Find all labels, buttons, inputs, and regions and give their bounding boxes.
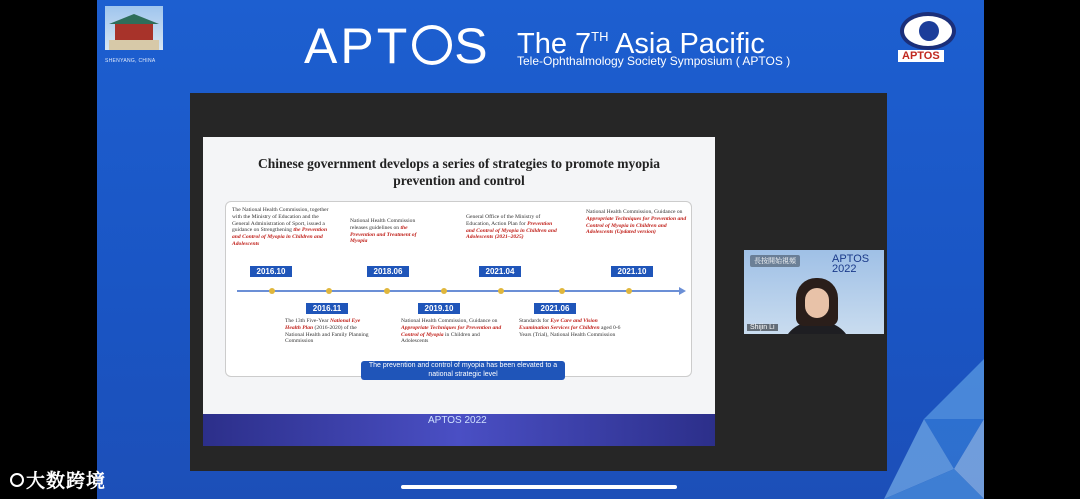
slide-footer-banner xyxy=(203,414,715,446)
timeline-dot xyxy=(441,288,447,294)
timeline-dot xyxy=(326,288,332,294)
watermark: 大数跨境 xyxy=(10,466,106,493)
timeline-note: National Health Commission releases guidelines on the Prevention and Treatment of Myopia xyxy=(350,218,417,245)
date-badge: 2016.11 xyxy=(306,303,348,314)
timeline-note: General Office of the Ministry of Education, Action Plan for Prevention and Control of Myopia in Children and Adolescents (2021–2025) xyxy=(466,214,557,241)
city-label: SHENYANG, CHINA xyxy=(105,58,156,64)
eye-icon xyxy=(900,12,956,50)
date-badge: 2021.06 xyxy=(534,303,576,314)
timeline-line xyxy=(237,290,683,292)
letterbox-left xyxy=(0,0,97,499)
timeline-note: National Health Commission, Guidance on Appropriate Techniques for Prevention and Control of Myopia in Children and Adolescents xyxy=(401,318,502,345)
slide-title: Chinese government develops a series of strategies to promote myopia prevention and control xyxy=(257,156,661,188)
timeline-note: Standards for Eye Care and Vision Examination Services for Children aged 0-6 Years (Trial), National Health Commission xyxy=(519,318,621,338)
timeline-dot xyxy=(269,288,275,294)
speaker-avatar xyxy=(796,278,838,334)
date-badge: 2021.10 xyxy=(611,266,653,277)
date-badge: 2019.10 xyxy=(418,303,460,314)
profile-o-icon xyxy=(412,25,452,65)
video-aptos-logo: APTOS 2022 xyxy=(832,253,870,275)
conclusion-banner: The prevention and control of myopia has been elevated to a national strategic level xyxy=(361,361,565,380)
date-badge: 2018.06 xyxy=(367,266,409,277)
speaker-name: Shijin Li xyxy=(747,324,778,331)
header-subtitle: Tele-Ophthalmology Society Symposium ( APTOS ) xyxy=(517,54,791,68)
symposium-background xyxy=(97,0,984,499)
watermark-ring-icon xyxy=(10,473,24,487)
timeline-dot xyxy=(559,288,565,294)
brand-left: APT xyxy=(304,18,411,74)
speaker-video-tile[interactable] xyxy=(744,250,884,334)
timeline-note: National Health Commission, Guidance on Appropriate Techniques for Prevention and Control of Myopia in Children and Adolescents (Updated version) xyxy=(586,209,687,236)
timeline-arrow-icon xyxy=(679,287,686,295)
letterbox-right xyxy=(984,0,1080,499)
timeline-dot xyxy=(498,288,504,294)
brand-right: S xyxy=(454,18,491,74)
pin-video-label[interactable]: 長按開始視頻 xyxy=(750,255,800,267)
timeline-note: The National Health Commission, together with the Ministry of Education and the General Administration of Sport, issued a guidance on Strengthening the Prevention and Control of Myopia in Children and Adolescents xyxy=(232,207,329,247)
date-badge: 2021.04 xyxy=(479,266,521,277)
date-badge: 2016.10 xyxy=(250,266,292,277)
header-title: The 7TH Asia Pacific xyxy=(517,28,765,60)
timeline-dot xyxy=(626,288,632,294)
aptos-eye-logo: APTOS xyxy=(894,10,964,68)
timeline-dot xyxy=(384,288,390,294)
timeline-note: The 13th Five-Year National Eye Health Plan (2016-2020) of the National Health and Family Planning Commission xyxy=(285,318,369,345)
footer-logo: APTOS 2022 xyxy=(428,415,487,426)
presentation-slide xyxy=(203,137,715,414)
home-indicator[interactable] xyxy=(401,485,677,489)
palace-image xyxy=(105,6,163,50)
aptos-wordmark xyxy=(304,18,491,74)
